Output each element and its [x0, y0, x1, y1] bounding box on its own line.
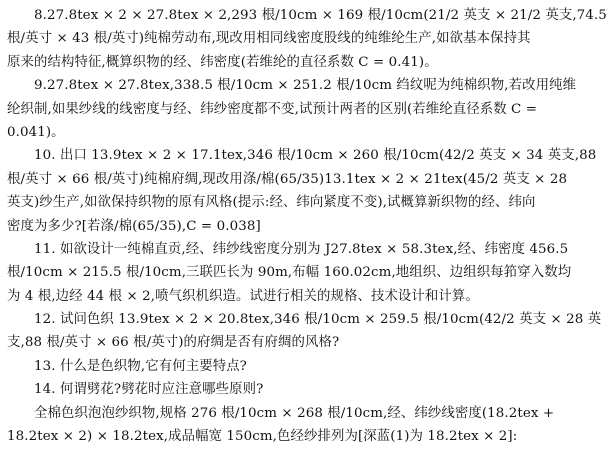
text-line: 根/英寸 × 66 根/英寸)纯棉府绸,现改用涤/棉(65/35)13.1tex × 2 × 21tex(45/2 英支 × 28 — [7, 171, 568, 187]
text-line: 18.2tex × 2) × 18.2tex,成品幅宽 150cm,色经纱排列为[深蓝(1)为 18.2tex × 2]: — [7, 429, 518, 445]
text-line: 8.27.8tex × 2 × 27.8tex × 2,293 根/10cm × 169 根/10cm(21/2 英支 × 21/2 英支,74.5 — [34, 8, 607, 23]
text-line: 原来的结构特征,概算织物的经、纬密度(若维纶的直径系数 C = 0.41)。 — [7, 54, 438, 70]
text-line: 14. 何谓劈花?劈花时应注意哪些原则? — [34, 382, 264, 398]
text-line: 0.041)。 — [7, 124, 65, 140]
text-line: 13. 什么是色织物,它有何主要特点? — [34, 358, 247, 374]
text-line: 根/10cm × 215.5 根/10cm,三联匹长为 90m,布幅 160.02cm,地组织、边组织每筘穿入数均 — [7, 265, 572, 281]
text-line: 英支)纱生产,如欲保持织物的原有风格(提示:经、纬向紧度不变),试概算新织物的经、纬向 — [7, 195, 536, 211]
text-line: 密度为多少?[若涤/棉(65/35),C = 0.038] — [7, 218, 261, 234]
text-line: 纶织制,如果纱线的线密度与经、纬纱密度都不变,试预计两者的区别(若维纶直径系数 C = — [7, 101, 538, 117]
text-line: 12. 试问色织 13.9tex × 2 × 20.8tex,346 根/10cm × 259.5 根/10cm(42/2 英支 × 28 英 — [34, 312, 602, 328]
text-line: 为 4 根,边经 44 根 × 2,喷气织机织造。试进行相关的规格、技术设计和计算。 — [7, 288, 479, 304]
text-line: 10. 出口 13.9tex × 2 × 17.1tex,346 根/10cm × 260 根/10cm(42/2 英支 × 34 英支,88 — [34, 148, 597, 164]
text-line: 11. 如欲设计一纯棉直贡,经、纬纱线密度分别为 J27.8tex × 58.3tex,经、纬密度 456.5 — [34, 241, 569, 257]
text-line: 9.27.8tex × 27.8tex,338.5 根/10cm × 251.2 根/10cm 绉纹呢为纯棉织物,若改用纯维 — [34, 78, 577, 94]
text-line: 全棉色织泡泡纱织物,规格 276 根/10cm × 268 根/10cm,经、纬纱线密度(18.2tex + — [34, 405, 555, 421]
text-line: 支,88 根/英寸 × 66 根/英寸)的府绸是否有府绸的风格? — [7, 335, 340, 351]
text-line: 根/英寸 × 43 根/英寸)纯棉劳动布,现改用相同线密度股线的纯维纶生产,如欲基本保持其 — [7, 31, 531, 47]
